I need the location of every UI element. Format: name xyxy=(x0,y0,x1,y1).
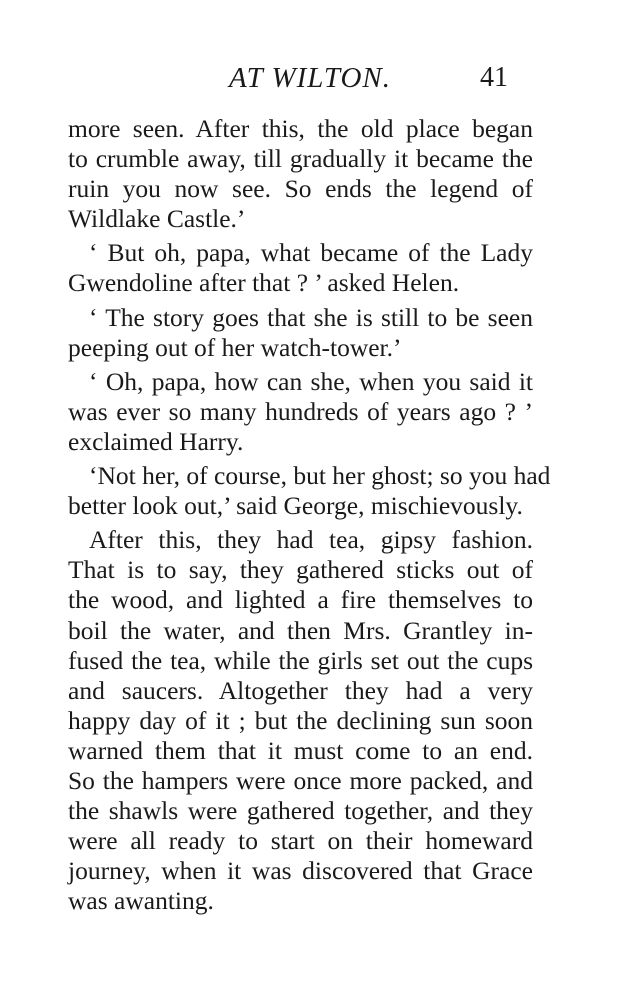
text-line: the shawls were gathered together, and they xyxy=(68,796,533,826)
paragraph xyxy=(68,461,551,521)
text-line: to crumble away, till gradually it became the xyxy=(68,144,533,174)
text-line: exclaimed Harry. xyxy=(68,426,244,456)
text-line: Gwendoline after that ? ’ asked Helen. xyxy=(68,268,460,298)
paragraph xyxy=(68,367,533,457)
text-line: were all ready to start on their homeward xyxy=(68,826,533,856)
text-line: warned them that it must come to an end. xyxy=(68,735,533,765)
text-line: was ever so many hundreds of years ago ? ’ xyxy=(68,396,533,426)
running-title: AT WILTON. xyxy=(229,62,391,94)
text-line: ‘ The story goes that she is still to be seen xyxy=(89,302,533,332)
text-line: ‘Not her, of course, but her ghost; so you had xyxy=(89,461,551,491)
text-line: journey, when it was discovered that Grace xyxy=(68,856,533,886)
paragraph xyxy=(68,303,533,363)
text-line: was awanting. xyxy=(68,886,214,916)
page-number: 41 xyxy=(480,62,508,93)
text-line: fused the tea, while the girls set out the cups xyxy=(68,645,533,675)
text-line: the wood, and lighted a fire themselves to xyxy=(68,585,533,615)
text-line: ‘ But oh, papa, what became of the Lady xyxy=(89,238,533,268)
text-line: After this, they had tea, gipsy fashion. xyxy=(89,525,533,555)
paragraph xyxy=(68,238,533,298)
text-line: ruin you now see. So ends the legend of xyxy=(68,174,533,204)
text-line: happy day of it ; but the declining sun soon xyxy=(68,705,533,735)
text-line: peeping out of her watch-tower.’ xyxy=(68,332,402,362)
text-line: That is to say, they gathered sticks out of xyxy=(68,555,533,585)
body-text xyxy=(68,114,551,916)
text-line: boil the water, and then Mrs. Grantley in- xyxy=(68,615,533,645)
text-line: Wildlake Castle.’ xyxy=(68,204,246,234)
paragraph xyxy=(68,114,533,234)
text-line: more seen. After this, the old place began xyxy=(68,114,533,143)
text-line: and saucers. Altogether they had a very xyxy=(68,675,533,705)
text-line: So the hampers were once more packed, and xyxy=(68,765,533,795)
running-head xyxy=(0,62,631,102)
text-line: better look out,’ said George, mischievously. xyxy=(68,491,523,521)
paragraph xyxy=(68,525,533,916)
text-line: ‘ Oh, papa, how can she, when you said it xyxy=(89,366,533,396)
